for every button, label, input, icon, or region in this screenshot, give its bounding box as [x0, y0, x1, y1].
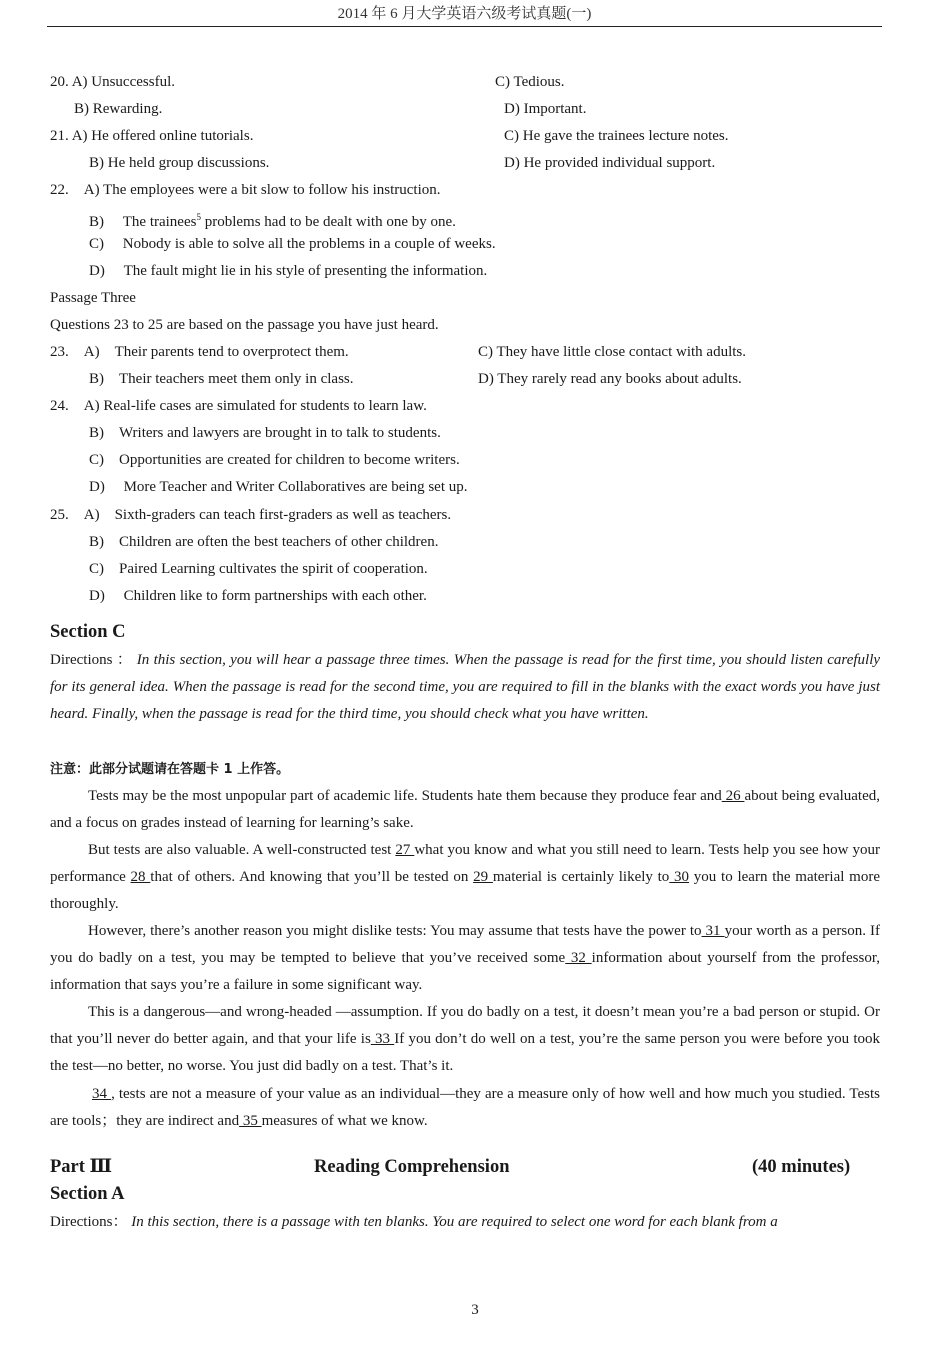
question-25-option-c: C) Paired Learning cultivates the spirit of cooperation.	[89, 561, 428, 577]
passage-three-note: Questions 23 to 25 are based on the passage you have just heard.	[50, 317, 439, 333]
question-20-option-a: 20. A) Unsuccessful.	[50, 74, 175, 90]
question-23-option-b: B) Their teachers meet them only in class.	[89, 371, 354, 387]
part-3-label: Part Ⅲ	[50, 1157, 113, 1177]
blank-31: 31	[701, 923, 725, 939]
question-22-option-c: C) Nobody is able to solve all the problems in a couple of weeks.	[89, 236, 496, 252]
page-number: 3	[471, 1302, 479, 1318]
question-22-option-a: 22. A) The employees were a bit slow to follow his instruction.	[50, 182, 441, 198]
part-3-title: Reading Comprehension	[314, 1157, 510, 1177]
question-21-option-c: C) He gave the trainees lecture notes.	[504, 128, 729, 144]
part-3-time: (40 minutes)	[752, 1157, 851, 1177]
question-23-option-d: D) They rarely read any books about adults.	[478, 371, 742, 387]
passage-paragraph-4: This is a dangerous—and wrong-headed —assumption. If you do badly on a test, it doesn’t mean you’re a bad person or stupid. Or that you’ll never do better again, and that your life is 33 If you don’t do well on a test, you’re the same person you were before you took the test—no better, no worse. You just did badly on a test. That’s it.	[50, 1004, 880, 1074]
section-a-directions: Directions： In this section, there is a passage with ten blanks. You are required to select one word for each blank from a	[50, 1214, 778, 1230]
blank-29: 29	[473, 869, 493, 885]
blank-35: 35	[239, 1113, 262, 1129]
question-20-option-d: D) Important.	[504, 101, 587, 117]
question-24-option-b: B) Writers and lawyers are brought in to talk to students.	[89, 425, 441, 441]
question-25-option-d: D) Children like to form partnerships with each other.	[89, 588, 427, 604]
question-25-option-b: B) Children are often the best teachers of other children.	[89, 534, 439, 550]
question-25-option-a: 25. A) Sixth-graders can teach first-graders as well as teachers.	[50, 507, 452, 523]
passage-three-label: Passage Three	[50, 290, 136, 306]
section-c-note: 注意：此部分试题请在答题卡 1 上作答。	[50, 762, 290, 777]
passage-paragraph-3: However, there’s another reason you might dislike tests: You may assume that tests have the power to 31 your worth as a person. If you do badly on a test, you may be tempted to believe that you’ve received some 32 information about yourself from the professor, information that says you’re a failure in some significant way.	[50, 923, 881, 993]
section-c-directions: Directions ： In this section, you will hear a passage three times. When the passage is read for the first time, you should listen carefully for its general idea. When the passage is read for the second time, you are required to fill in the blanks with the exact words you have just heard. Finally, when the passage is read for the third time, you should check what you have written.	[50, 652, 881, 722]
question-23-option-a: 23. A) Their parents tend to overprotect them.	[50, 344, 349, 360]
blank-27: 27	[395, 842, 415, 858]
passage-paragraph-2: But tests are also valuable. A well-constructed test 27 what you know and what you still need to learn. Tests help you see how your performance 28 that of others. And knowing that you’ll be tested on 29 material is certainly likely to 30 you to learn the material more thoroughly.	[50, 842, 880, 912]
question-22-option-d: D) The fault might lie in his style of presenting the information.	[89, 263, 488, 279]
blank-30: 30	[669, 869, 690, 885]
page-header: 2014 年 6 月大学英语六级考试真题(一)	[47, 2, 882, 27]
question-23-option-c: C) They have little close contact with adults.	[478, 344, 746, 360]
section-c-heading: Section C	[50, 622, 126, 642]
blank-34: 34	[92, 1086, 112, 1102]
passage-paragraph-1: Tests may be the most unpopular part of academic life. Students hate them because they produce fear and 26 about being evaluated, and a focus on grades instead of learning for learning’s sake.	[50, 788, 881, 831]
blank-26: 26	[721, 788, 745, 804]
question-24-option-a: 24. A) Real-life cases are simulated for students to learn law.	[50, 398, 427, 414]
blank-28: 28	[130, 869, 151, 885]
question-21-option-b: B) He held group discussions.	[89, 155, 270, 171]
section-a-heading: Section A	[50, 1184, 125, 1204]
question-22-option-b: B) The trainees$^5$ problems had to be dealt with one by one.	[89, 212, 456, 230]
question-21-option-a: 21. A) He offered online tutorials.	[50, 128, 254, 144]
question-20-option-c: C) Tedious.	[495, 74, 565, 90]
question-24-option-c: C) Opportunities are created for children to become writers.	[89, 452, 460, 468]
blank-32: 32	[565, 950, 592, 966]
passage-paragraph-5: 34 , tests are not a measure of your value as an individual—they are a measure only of how well and how much you studied. Tests are tools；they are indirect and 35 measures of what we know.	[50, 1086, 881, 1129]
question-21-option-d: D) He provided individual support.	[504, 155, 716, 171]
question-24-option-d: D) More Teacher and Writer Collaboratives are being set up.	[89, 479, 468, 495]
question-20-option-b: B) Rewarding.	[74, 101, 163, 117]
blank-33: 33	[370, 1031, 395, 1047]
